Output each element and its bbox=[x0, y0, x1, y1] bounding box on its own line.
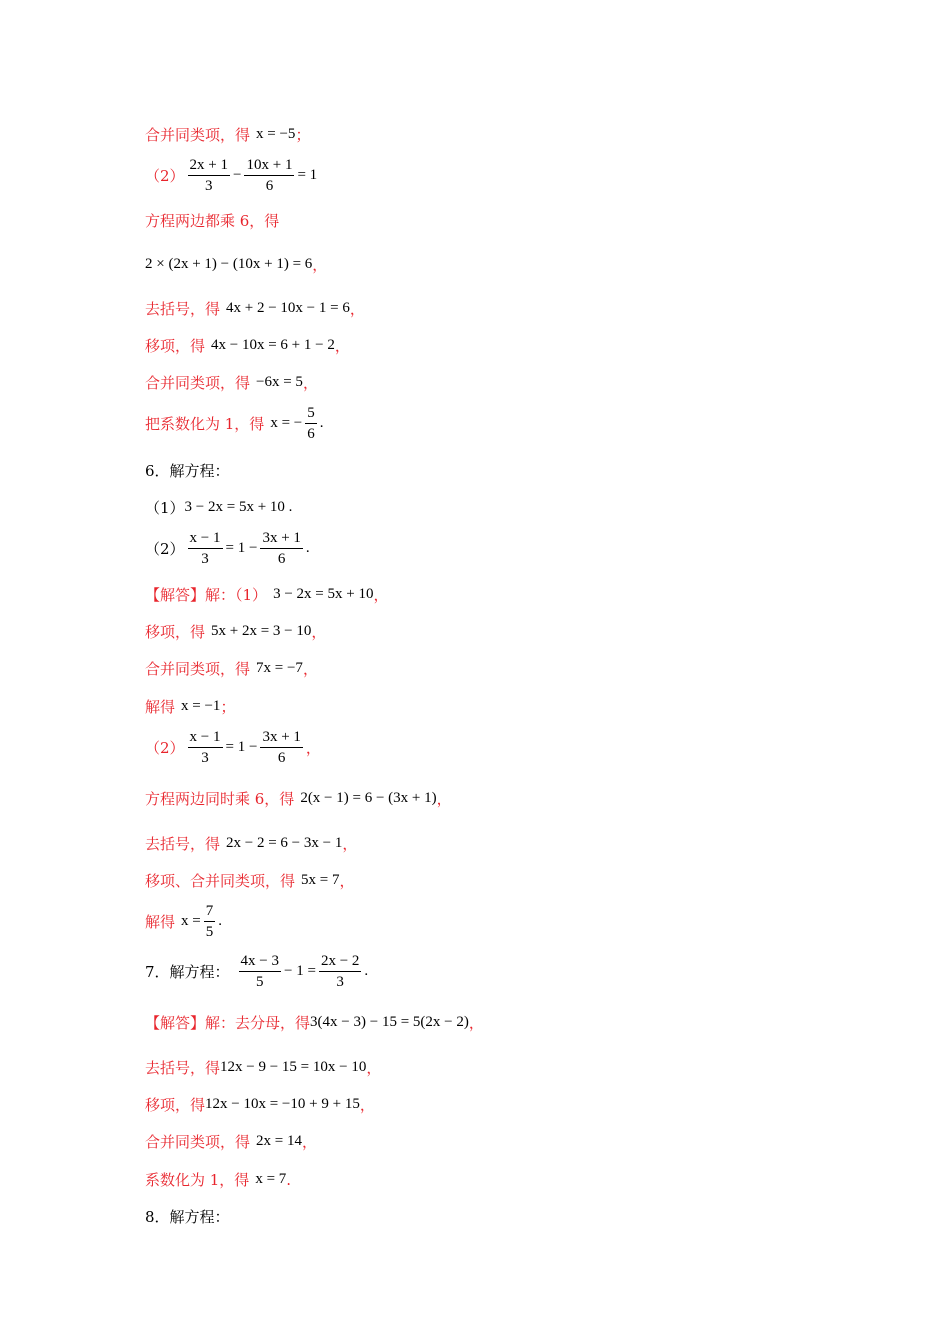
punctuation: ， bbox=[302, 374, 318, 392]
step-text: 合并同类项，得 bbox=[145, 660, 251, 678]
solution-step bbox=[145, 1057, 381, 1078]
step-text: 去括号，得 bbox=[145, 300, 221, 318]
equation: 2x = 14 bbox=[256, 1133, 302, 1149]
numerator: 4x − 3 bbox=[239, 952, 281, 972]
numerator: x − 1 bbox=[188, 728, 223, 748]
fraction bbox=[319, 952, 361, 991]
punctuation: ， bbox=[359, 1096, 375, 1114]
equation-middle: = 1 − bbox=[225, 540, 258, 556]
numerator: 3x + 1 bbox=[260, 728, 302, 748]
punctuation: ， bbox=[312, 256, 328, 274]
fraction bbox=[204, 902, 216, 941]
equation: −6x = 5 bbox=[256, 374, 303, 390]
fraction bbox=[188, 156, 230, 195]
equation: 2 × (2x + 1) − (10x + 1) = 6 bbox=[145, 256, 313, 272]
solution-step bbox=[145, 1012, 484, 1033]
punctuation: ， bbox=[349, 300, 365, 318]
numerator: 7 bbox=[204, 902, 216, 922]
equation: 4x + 2 − 10x − 1 = 6 bbox=[226, 300, 350, 316]
equation: 3 − 2x = 5x + 10 bbox=[273, 586, 374, 602]
denominator: 6 bbox=[307, 426, 315, 442]
sub-label: （2） bbox=[145, 167, 185, 185]
punctuation: . bbox=[364, 963, 369, 979]
solution-step bbox=[145, 254, 327, 275]
equation: 3(4x − 3) − 15 = 5(2x − 2) bbox=[310, 1014, 469, 1030]
step-text: 移项，得 bbox=[145, 337, 206, 355]
step-text: 解：去分母，得 bbox=[205, 1014, 311, 1032]
solution-step bbox=[145, 584, 388, 605]
punctuation: ， bbox=[366, 1059, 382, 1077]
punctuation: ； bbox=[295, 126, 311, 144]
answer-tag: 【解答】 bbox=[145, 586, 206, 604]
punctuation: . bbox=[305, 540, 310, 556]
equation: 3 − 2x = 5x + 10 . bbox=[184, 499, 293, 515]
problem-heading bbox=[145, 952, 368, 991]
denominator: 3 bbox=[205, 178, 213, 194]
solution-step bbox=[145, 335, 350, 356]
solution-step bbox=[145, 404, 323, 443]
fraction bbox=[260, 529, 302, 568]
operator: − bbox=[233, 167, 242, 183]
punctuation: ； bbox=[220, 698, 236, 716]
punctuation: ， bbox=[468, 1014, 484, 1032]
numerator: 2x − 2 bbox=[319, 952, 361, 972]
denominator: 3 bbox=[336, 974, 344, 990]
step-text: 方程两边都乘 6，得 bbox=[145, 212, 280, 230]
punctuation: ， bbox=[436, 790, 452, 808]
solution-step bbox=[145, 658, 318, 679]
numerator: 5 bbox=[305, 404, 317, 424]
equation: 2(x − 1) = 6 − (3x + 1) bbox=[300, 790, 437, 806]
punctuation: ， bbox=[339, 872, 355, 890]
punctuation: ， bbox=[373, 586, 389, 604]
equation-middle: = 1 − bbox=[225, 739, 258, 755]
equation-middle: − 1 = bbox=[284, 963, 316, 979]
solution-step bbox=[145, 902, 222, 941]
punctuation: . bbox=[218, 913, 222, 929]
step-text: 合并同类项，得 bbox=[145, 126, 251, 144]
punctuation: ， bbox=[311, 623, 327, 641]
equation-lhs: x = bbox=[181, 913, 201, 929]
equation: 5x + 2x = 3 − 10 bbox=[211, 623, 312, 639]
numerator: x − 1 bbox=[188, 529, 223, 549]
step-text: 系数化为 1，得 bbox=[145, 1171, 250, 1189]
problem-title: 8．解方程： bbox=[145, 1208, 230, 1226]
fraction bbox=[244, 156, 294, 195]
equation: 12x − 10x = −10 + 9 + 15 bbox=[205, 1096, 360, 1112]
punctuation: ， bbox=[334, 337, 350, 355]
solution-step bbox=[145, 788, 452, 809]
step-text: 移项、合并同类项，得 bbox=[145, 872, 296, 890]
step-text: 解得 bbox=[145, 913, 176, 931]
sub-problem-equation bbox=[145, 728, 321, 767]
denominator: 5 bbox=[205, 924, 214, 940]
solution-step bbox=[145, 124, 310, 145]
step-text: 方程两边同时乘 6，得 bbox=[145, 790, 295, 808]
punctuation: ， bbox=[302, 660, 318, 678]
punctuation: . bbox=[319, 415, 324, 431]
equation-rhs: = 1 bbox=[297, 167, 318, 183]
punctuation: . bbox=[286, 1170, 292, 1189]
step-text: 去括号，得 bbox=[145, 1059, 221, 1077]
solution-step bbox=[145, 621, 326, 642]
denominator: 3 bbox=[201, 551, 209, 567]
numerator: 2x + 1 bbox=[188, 156, 230, 176]
step-text: 解：（1） bbox=[205, 586, 268, 604]
solution-step bbox=[145, 372, 318, 393]
problem-title: 7．解方程： bbox=[145, 963, 230, 981]
equation: 12x − 9 − 15 = 10x − 10 bbox=[220, 1059, 367, 1075]
problem-title: 6．解方程： bbox=[145, 462, 230, 480]
denominator: 5 bbox=[256, 974, 264, 990]
equation: 4x − 10x = 6 + 1 − 2 bbox=[211, 337, 335, 353]
solution-step bbox=[145, 1169, 291, 1190]
step-text: 去括号，得 bbox=[145, 835, 221, 853]
fraction bbox=[260, 728, 302, 767]
step-text: 移项，得 bbox=[145, 1096, 206, 1114]
solution-step bbox=[145, 696, 235, 717]
equation: x = 7 bbox=[255, 1171, 287, 1187]
solution-step bbox=[145, 210, 279, 231]
sub-problem-equation bbox=[145, 497, 292, 518]
step-text: 解得 bbox=[145, 698, 176, 716]
solution-step bbox=[145, 298, 365, 319]
equation: x = −5 bbox=[256, 126, 296, 142]
numerator: 3x + 1 bbox=[260, 529, 302, 549]
fraction bbox=[188, 529, 223, 568]
punctuation: ， bbox=[342, 835, 358, 853]
step-text: 合并同类项，得 bbox=[145, 1133, 251, 1151]
step-text: 合并同类项，得 bbox=[145, 374, 251, 392]
step-text: 移项，得 bbox=[145, 623, 206, 641]
sub-label: （2） bbox=[145, 739, 185, 757]
solution-step bbox=[145, 1094, 375, 1115]
fraction bbox=[305, 404, 317, 443]
punctuation: ， bbox=[301, 1133, 317, 1151]
solution-step bbox=[145, 870, 355, 891]
denominator: 6 bbox=[277, 551, 286, 567]
sub-label: （2） bbox=[145, 540, 185, 558]
answer-tag: 【解答】 bbox=[145, 1014, 206, 1032]
fraction bbox=[188, 728, 223, 767]
denominator: 6 bbox=[265, 178, 274, 194]
numerator: 10x + 1 bbox=[244, 156, 294, 176]
denominator: 3 bbox=[201, 750, 209, 766]
problem-heading bbox=[145, 460, 230, 481]
problem-heading bbox=[145, 1206, 230, 1227]
equation: x = −1 bbox=[181, 698, 221, 714]
fraction bbox=[239, 952, 281, 991]
step-text: 把系数化为 1，得 bbox=[145, 415, 265, 433]
solution-step bbox=[145, 1131, 317, 1152]
equation: 5x = 7 bbox=[301, 872, 340, 888]
sub-problem-equation bbox=[145, 529, 310, 568]
sub-label: （1） bbox=[145, 499, 185, 517]
denominator: 6 bbox=[277, 750, 286, 766]
equation: 2x − 2 = 6 − 3x − 1 bbox=[226, 835, 343, 851]
equation-lhs: x = − bbox=[270, 415, 303, 431]
solution-step bbox=[145, 833, 357, 854]
equation: 7x = −7 bbox=[256, 660, 303, 676]
sub-problem-equation bbox=[145, 156, 317, 195]
punctuation: ， bbox=[305, 739, 321, 757]
